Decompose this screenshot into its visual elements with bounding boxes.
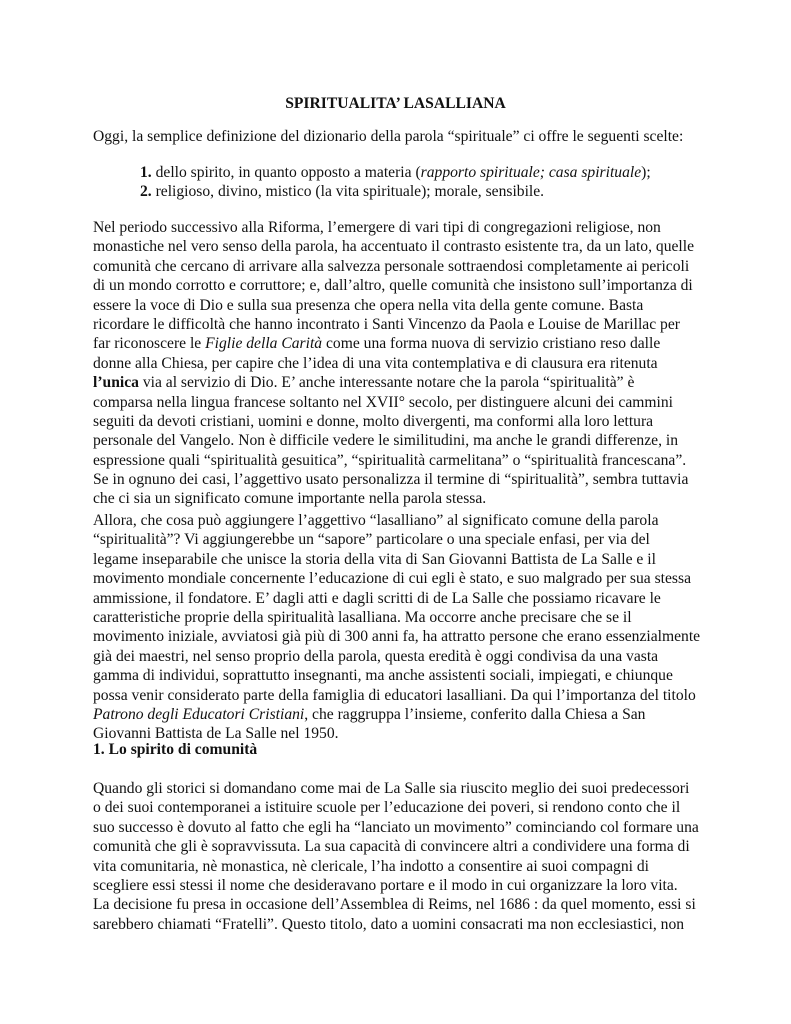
text-line: monastiche nel vero senso della parola, ha accentuato il contrasto esistente tra, da un lato, quelle <box>93 238 695 256</box>
definition-number: 2. <box>140 183 152 201</box>
text-line: espressione quali “spiritualità gesuitica”, “spiritualità carmelitana” o “spiritualità francescana”. <box>93 451 687 469</box>
text-line: Allora, che cosa può aggiungere l’aggettivo “lasalliano” al significato comune della parola <box>93 512 659 529</box>
text-line: seguiti da devoti cristiani, uomini e donne, molto divergenti, ma conformi alla loro lettura <box>93 412 654 430</box>
text-line: “spiritualità”? Vi aggiungerebbe un “sapore” particolare o una speciale enfasi, per via del <box>93 531 650 549</box>
text-run: , che raggruppa l’insieme, conferito dalla Chiesa a San <box>304 705 646 723</box>
section-heading: 1. Lo spirito di comunità <box>93 741 258 758</box>
text-line: gamma di individui, soprattutto insegnanti, ma anche assistenti sociali, impiegati, e chiunque <box>93 667 673 685</box>
document-title: SPIRITUALITA’ LASALLIANA <box>285 95 506 112</box>
text-line <box>93 705 713 724</box>
text-line: personale del Vangelo. Non è difficile vedere le similitudini, ma anche le grandi differenze, in <box>93 432 678 450</box>
text-line: movimento iniziale, avviatosi già più di 300 anni fa, ha attratto persone che erano essenzialmente <box>93 628 701 646</box>
text-line: Giovanni Battista de La Salle nel 1950. <box>93 725 339 743</box>
text-line: Nel periodo successivo alla Riforma, l’emergere di vari tipi di congregazioni religiose, non <box>93 219 661 236</box>
italic-title: Patrono degli Educatori Cristiani <box>93 705 305 723</box>
definition-text: religioso, divino, mistico (la vita spirituale); morale, sensibile. <box>151 183 545 201</box>
definition-text: dello spirito, in quanto opposto a materia ( <box>151 164 421 181</box>
text-line: comunità che cercano di arrivare alla salvezza personale sottraendosi completamente ai pericoli <box>93 257 690 275</box>
definition-example: rapporto spirituale; casa spirituale <box>420 164 642 181</box>
text-line: donne alla Chiesa, per capire che l’idea di una vita contemplativa e di clausura era ritenuta <box>93 354 658 372</box>
text-line: caratteristiche proprie della spiritualità lasalliana. Ma occorre anche precisare che se il <box>93 608 632 626</box>
text-line: possa venir considerato parte della famiglia di educatori lasalliani. Da qui l’importanza del titolo <box>93 686 696 704</box>
definition-item <box>140 182 740 201</box>
text-line: di un mondo corrotto e corruttore; e, dall’altro, quelle comunità che insistono sull’importanza di <box>93 277 693 295</box>
definition-text-end: ); <box>641 164 651 181</box>
definition-list <box>140 163 740 202</box>
definition-item <box>140 163 740 182</box>
text-line: suo successo è dovuto al fatto che egli ha “lanciato un movimento” cominciando col formare una <box>93 818 699 836</box>
italic-title: Figlie della Carità <box>205 335 323 353</box>
text-line: ricordare le difficoltà che hanno incontrato i Santi Vincenzo da Paola e Louise de Marillac per <box>93 315 680 333</box>
text-run: via al servizio di Dio. E’ anche interessante notare che la parola “spiritualità” è <box>138 374 635 392</box>
text-line: movimento mondiale concernente l’educazione di cui egli è stato, e suo malgrado per sua stessa <box>93 570 691 588</box>
text-line: essere la voce di Dio e sulla sua presenza che opera nella vita della gente comune. Basta <box>93 296 644 314</box>
bold-emphasis: l’unica <box>93 374 139 392</box>
text-line: ammissione, il fondatore. E’ dagli atti e dagli scritti di de La Salle che possiamo ricavare le <box>93 589 661 607</box>
text-run: come una forma nuova di servizio cristiano reso dalle <box>322 335 661 353</box>
text-line: già dei maestri, nel senso proprio della parola, questa eredità è oggi condivisa da una vasta <box>93 647 659 665</box>
text-line: vita comunitaria, nè monastica, nè clericale, l’ha indotto a consentire ai suoi compagni di <box>93 857 649 875</box>
text-line <box>93 373 713 392</box>
paragraph-riforma <box>93 218 713 509</box>
text-line: che ci sia un significato comune importante nella parola stessa. <box>93 490 487 508</box>
text-run: far riconoscere le <box>93 335 206 353</box>
text-line: comunità che gli è sopravvissuta. La sua capacità di convincere altri a condividere una forma di <box>93 838 690 856</box>
text-line <box>93 334 713 353</box>
text-line: scegliere essi stessi il nome che desideravano portare e il modo in cui organizzare la loro vita. <box>93 876 678 894</box>
paragraph-comunita <box>93 779 713 934</box>
text-line: sarebbero chiamati “Fratelli”. Questo titolo, dato a uomini consacrati ma non ecclesiastici, non <box>93 915 685 933</box>
definition-number: 1. <box>140 164 152 181</box>
paragraph-lasalliano <box>93 511 713 744</box>
text-line: legame inseparabile che unisce la storia della vita di San Giovanni Battista de La Salle e il <box>93 550 656 568</box>
intro-paragraph: Oggi, la semplice definizione del dizionario della parola “spirituale” ci offre le seguenti scelte: <box>93 128 684 145</box>
text-line: o dei suoi contemporanei a istituire scuole per l’educazione dei poveri, si rendono conto che il <box>93 799 681 817</box>
text-line: Quando gli storici si domandano come mai de La Salle sia riuscito meglio dei suoi predecessori <box>93 780 690 797</box>
text-line: Se in ognuno dei casi, l’aggettivo usato personalizza il termine di “spiritualità”, sembra tuttavia <box>93 471 689 489</box>
text-line: La decisione fu presa in occasione dell’Assemblea di Reims, nel 1686 : da quel momento, essi si <box>93 896 696 914</box>
text-line: comparsa nella lingua francese soltanto nel XVII° secolo, per distinguere alcuni dei cammini <box>93 393 673 411</box>
